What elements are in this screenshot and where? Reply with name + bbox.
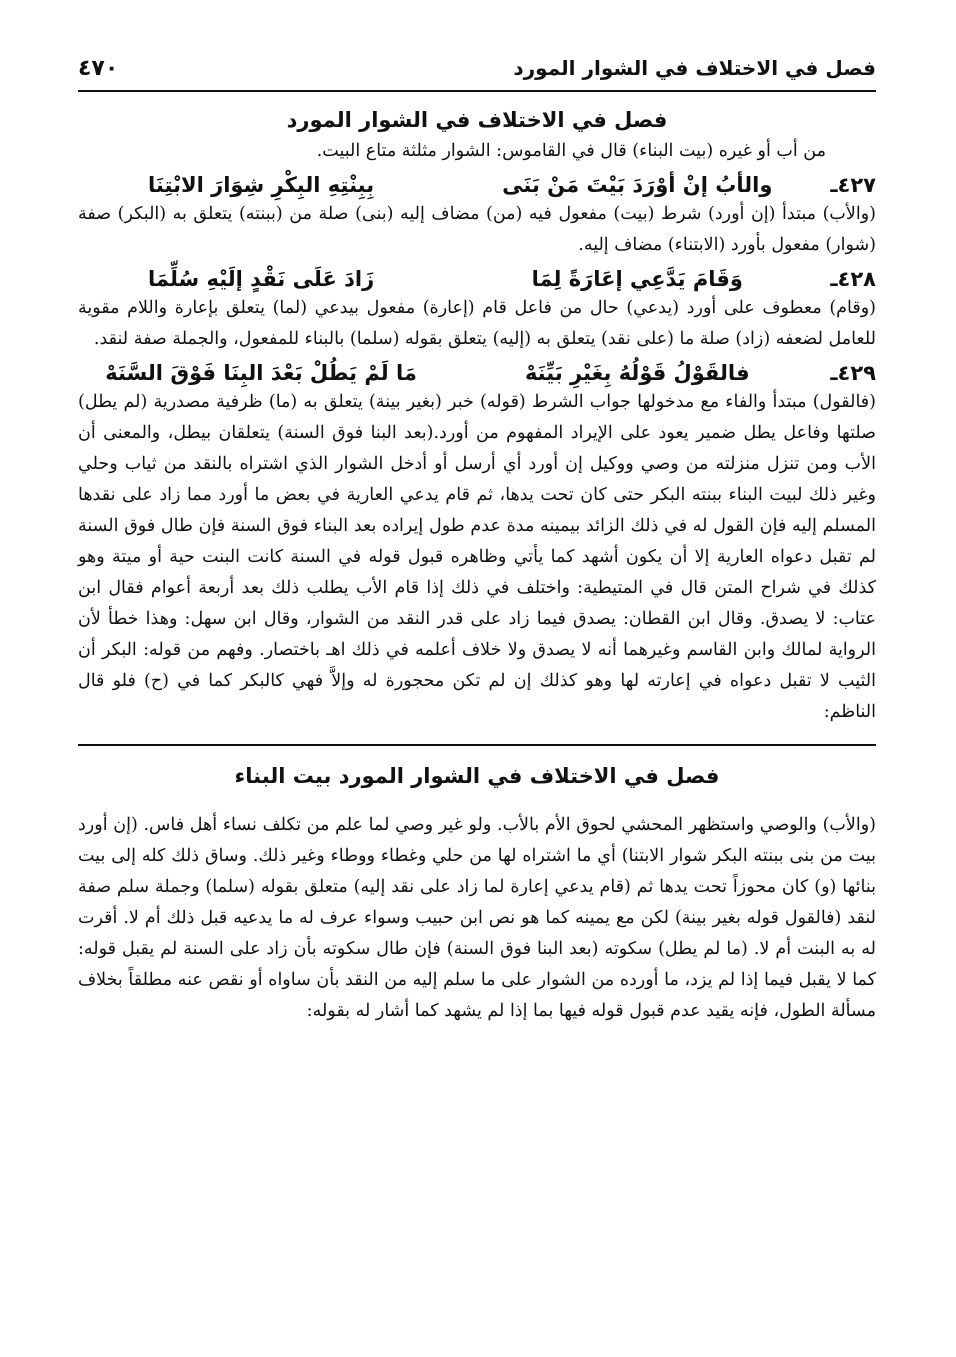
verse-number: ٤٢٧ـ <box>830 173 876 197</box>
page-content <box>78 108 876 1027</box>
verse-commentary: (وقام) معطوف على أورد (يدعي) حال من فاعل قام (إعارة) مفعول بيدعي (لما) يتعلق بإعارة واللام مقوية للعامل لضعفه (زاد) صلة ما (على نقد) يتعلق به (إليه) يتعلق بقوله (سلما) بالبناء للمفعول، والجملة صفة لنقد. <box>78 298 876 349</box>
page-number: ٤٧٠ <box>78 55 119 81</box>
verse-second-hemistich: بِبِنْتِهِ البِكْرِ شِوَارَ الابْتِنَا <box>148 173 375 197</box>
verse-427 <box>78 173 876 197</box>
verse-first-hemistich: فالقَوْلُ قَوْلُهُ بِغَيْرِ بَيِّنَهْ <box>524 361 750 385</box>
verse-number: ٤٢٨ـ <box>830 267 876 291</box>
section-body: (والأب) والوصي واستظهر المحشي لحوق الأم بالأب. ولو غير وصي لما علم من تكلف نساء أهل فاس. (إن أورد بيت من بنى ببنته البكر شوار الابتنا) أي ما اشتراه لها من حلي وغطاء ووطاء وغير ذلك. وساق ذلك كله إلى بيت بنائها (و) كان محوزاً تحت يدها ثم (قام يدعي إعارة لما زاد على نقد إليه) متعلق بقوله (سلما) وجملة سلم صفة لنقد (فالقول قوله بغير بينة) لكن مع يمينه كما هو نص ابن حبيب وسواء عرف له ما يدعيه قبل ذلك أم لا. أقرت له به البنت أم لا. (ما لم يطل) سكوته (بعد البنا فوق السنة) فإن طال سكوته بأن زاد على السنة لم يقبل قوله: كما لا يقبل فيما إذا لم يزد، ما أورده من الشوار على ما سلم إليه من النقد بأن ساواه أو نقص عنه مطلقاً بخلاف مسألة الطول، فإنه يقيد عدم قبول قوله فيها بما إذا لم يشهد كما أشار له بقوله: <box>78 815 876 1021</box>
section-intro: من أب أو غيره (بيت البناء) قال في القاموس: الشوار مثلثة متاع البيت. <box>316 141 826 161</box>
verse-commentary: (والأب) مبتدأ (إن أورد) شرط (بيت) مفعول فيه (من) مضاف إليه (بنى) صلة من (ببنته) يتعلق به (البكر) صفة (شوار) مفعول بأورد (الابتناء) مضاف إليه. <box>78 204 876 255</box>
section-title: فصل في الاختلاف في الشوار المورد <box>286 108 668 132</box>
page-header <box>78 46 876 92</box>
verse-429 <box>78 361 876 385</box>
verse-second-hemistich: مَا لَمْ يَطُلْ بَعْدَ البِنَا فَوْقَ السَّنَهْ <box>105 361 417 385</box>
verse-commentary: (فالقول) مبتدأ والفاء مع مدخولها جواب الشرط (قوله) خبر (بغير بينة) يتعلق به (ما) ظرفية مصدرية (لم يطل) صلتها وفاعل يطل ضمير يعود على الإيراد المفهوم من أورد.(بعد البنا فوق السنة) يتعلقان بيطل، والمعنى أن الأب ومن تنزل منزلته من وصي ووكيل إن أورد أي أرسل أو أدخل الشوار الذي اشتراه بالنقد من ثياب وحلي وغير ذلك لبيت البناء ببنته البكر حتى كان تحت يدها، ثم قام يدعي العارية في بعض ما أورد مما زاد على نقدها المسلم إليه فإن القول له في ذلك الزائد بيمينه مدة عدم طول إيراده بعد البناء فوق السنة فإن طال فوق السنة لم تقبل دعواه العارية إلا أن يكون أشهد كما يأتي وظاهره قبول قوله في السنة كانت البنت حية أو ميتة وهو كذلك في شراح المتن قال في المتيطية: واختلف في ذلك إذا قام الأب يطلب ذلك بعد أربعة أعوام فقال ابن عتاب: لا يصدق. وقال ابن القطان: يصدق فيما زاد على قدر النقد من الشوار، وقال ابن سهل: وهذا خطأ لأن الرواية لمالك وابن القاسم وغيرهما أنه لا يصدق ولا خلاف أعلمه في ذلك اهـ باختصار. وفهم من قوله: البكر أن الثيب لا تقبل دعواه في إعارته لها وهو كذلك إن لم تكن محجورة له وإلاَّ فهي كالبكر كما في (ح) فلو قال الناظم: <box>78 392 876 722</box>
verse-428 <box>78 267 876 291</box>
section-title: فصل في الاختلاف في الشوار المورد بيت البناء <box>234 764 720 788</box>
verse-first-hemistich: والأبُ إنْ أوْرَدَ بَيْتَ مَنْ بَنَى <box>502 173 773 197</box>
verse-first-hemistich: وَقَامَ يَدَّعِي إعَارَةً لِمَا <box>531 267 743 291</box>
running-title: فصل في الاختلاف في الشوار المورد <box>513 56 876 80</box>
verse-number: ٤٢٩ـ <box>830 361 876 385</box>
verse-second-hemistich: زَادَ عَلَى نَقْدٍ إلَيْهِ سُلِّمَا <box>147 267 375 291</box>
section-divider <box>78 744 876 746</box>
